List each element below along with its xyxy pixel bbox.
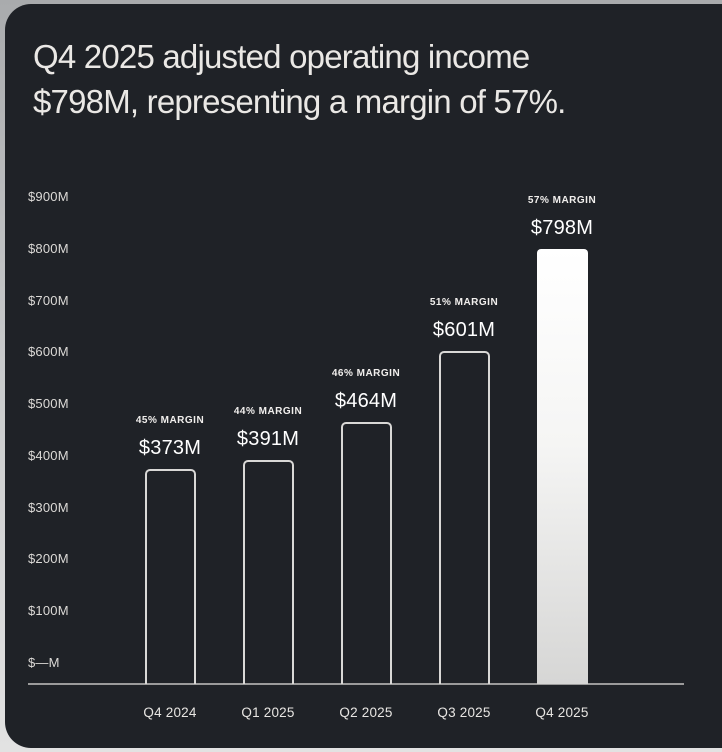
bar-margin-label: 44% MARGIN [233,406,303,417]
y-axis-tick-label: $200M [28,551,69,567]
y-axis-tick-label: $700M [28,292,69,308]
bar-margin-label: 57% MARGIN [527,195,597,206]
bar-value-label: $373M [138,437,202,459]
chart-title-line1: Q4 2025 adjusted operating income [33,38,530,75]
y-axis-tick-label: $—M [28,655,60,671]
y-axis-tick-label: $800M [28,240,69,256]
bar-highlighted [537,249,588,684]
x-axis-category-label: Q2 2025 [339,705,393,720]
y-axis-tick-label: $500M [28,396,69,412]
bar-value-label: $391M [236,428,300,450]
bar-margin-label: 51% MARGIN [429,297,499,308]
chart-title-line2: $798M, representing a margin of 57%. [33,83,566,120]
x-axis-category-label: Q3 2025 [437,705,491,720]
y-axis-tick-label: $400M [28,447,69,463]
bar [341,422,392,684]
bar-margin-label: 45% MARGIN [135,415,205,426]
bar [145,469,196,684]
x-axis-category-label: Q1 2025 [241,705,295,720]
y-axis-tick-label: $600M [28,344,69,360]
bar-value-label: $464M [334,390,398,412]
chart-title [33,34,566,124]
y-axis-tick-label: $100M [28,603,69,619]
y-axis-tick-label: $300M [28,499,69,515]
bar-value-label: $601M [432,319,496,341]
bar-value-label: $798M [530,217,594,239]
bar-margin-label: 46% MARGIN [331,368,401,379]
y-axis-tick-label: $900M [28,189,69,204]
x-axis-category-label: Q4 2025 [535,705,589,720]
bar [439,351,490,684]
x-axis-category-label: Q4 2024 [143,705,197,720]
bar [243,460,294,684]
